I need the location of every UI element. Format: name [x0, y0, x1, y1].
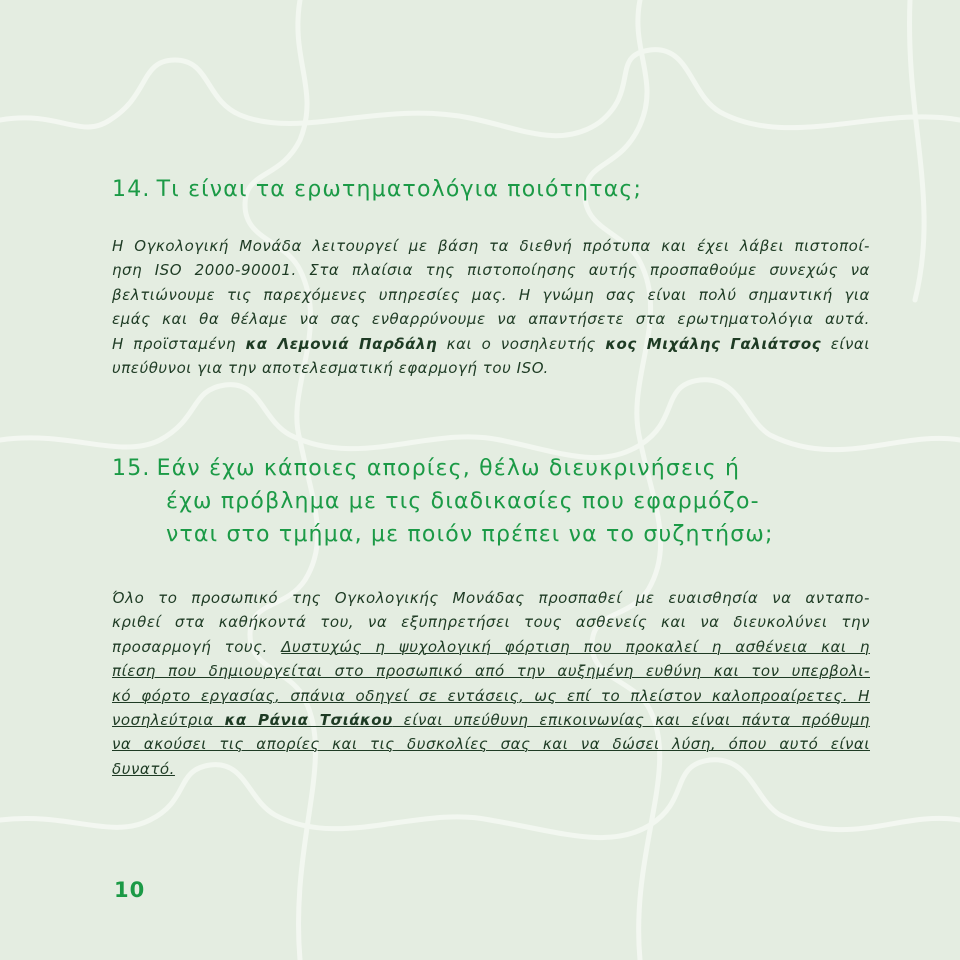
- section-14-heading: [112, 173, 872, 206]
- section-15-title-line-3: νται στο τμήμα, με ποιόν πρέπει να το συζητήσω;: [166, 522, 774, 547]
- section-15-heading: [112, 452, 832, 551]
- section-15-line-8: δυνατό.: [112, 759, 175, 778]
- section-15-line-3-pre: προσαρμογή τους.: [112, 637, 282, 656]
- section-14-line-5: [112, 332, 870, 356]
- section-15-title-line-2: έχω πρόβλημα με τις διαδικασίες που εφαρμόζο-: [166, 489, 760, 514]
- head-nurse-name: κα Λεμονιά Παρδάλη: [245, 334, 438, 353]
- section-15-line-4: πίεση που δημιουργείται στο προσωπικό από την αυξημένη ευθύνη και τον υπερβολι-: [112, 662, 870, 681]
- section-14-line-6: υπεύθυνοι για την αποτελεσματική εφαρμογή του ISO.: [112, 359, 549, 378]
- section-14-line-2: ηση ISO 2000-90001. Στα πλαίσια της πιστοποίησης αυτής προσπαθούμε συνεχώς να: [112, 261, 870, 280]
- section-15-line-6: [112, 708, 870, 732]
- section-15-line-3: [112, 635, 870, 659]
- nurse-name: κος Μιχάλης Γαλιάτσος: [605, 334, 822, 353]
- section-15-line-2: κριθεί στα καθήκοντά του, να εξυπηρετήσει τους ασθενείς και να διευκολύνει την: [112, 613, 870, 632]
- section-14-line-5-pre: Η προϊσταμένη: [112, 334, 246, 353]
- section-15-title-line-1: Εάν έχω κάποιες απορίες, θέλω διευκρινήσεις ή: [156, 456, 741, 481]
- section-15-line-5: κό φόρτο εργασίας, σπάνια οδηγεί σε εντάσεις, ως επί το πλείστον καλοπροαίρετες. Η: [112, 686, 870, 705]
- section-14-title: Τι είναι τα ερωτηματολόγια ποιότητας;: [156, 177, 643, 202]
- section-14-line-5-mid: και ο νοσηλευτής: [437, 334, 606, 353]
- section-15-line-3-post: Δυστυχώς η ψυχολογική φόρτιση που προκαλεί η ασθένεια και η: [281, 637, 870, 656]
- section-15-line-7: να ακούσει τις απορίες και τις δυσκολίες σας και να δώσει λύση, όπου αυτό είναι: [112, 735, 870, 754]
- page-number: 10: [114, 878, 146, 902]
- section-15-line-6-post: είναι υπεύθυνη επικοινωνίας και είναι πάντα πρόθυμη: [392, 711, 870, 730]
- section-14-paragraph: [112, 234, 870, 380]
- section-15-paragraph: [112, 586, 870, 781]
- section-15-line-1: Όλο το προσωπικό της Ογκολογικής Μονάδας προσπαθεί με ευαισθησία να ανταπο-: [112, 589, 870, 607]
- section-14-line-3: βελτιώνουμε τις παρεχόμενες υπηρεσίες μας. Η γνώμη σας είναι πολύ σημαντική για: [112, 285, 870, 304]
- section-14-line-5-post: είναι: [821, 334, 870, 353]
- section-15-number: 15.: [112, 456, 151, 481]
- section-15-line-6-pre: νοσηλεύτρια: [112, 711, 225, 730]
- section-14-number: 14.: [112, 177, 151, 202]
- section-14-line-1: Η Ογκολογική Μονάδα λειτουργεί με βάση τα διεθνή πρότυπα και έχει λάβει πιστοποί-: [112, 237, 870, 255]
- section-14-line-4: εμάς και θα θέλαμε να σας ενθαρρύνουμε να απαντήσετε στα ερωτηματολόγια αυτά.: [112, 310, 870, 329]
- communications-nurse-name: κα Ράνια Τσιάκου: [224, 711, 393, 730]
